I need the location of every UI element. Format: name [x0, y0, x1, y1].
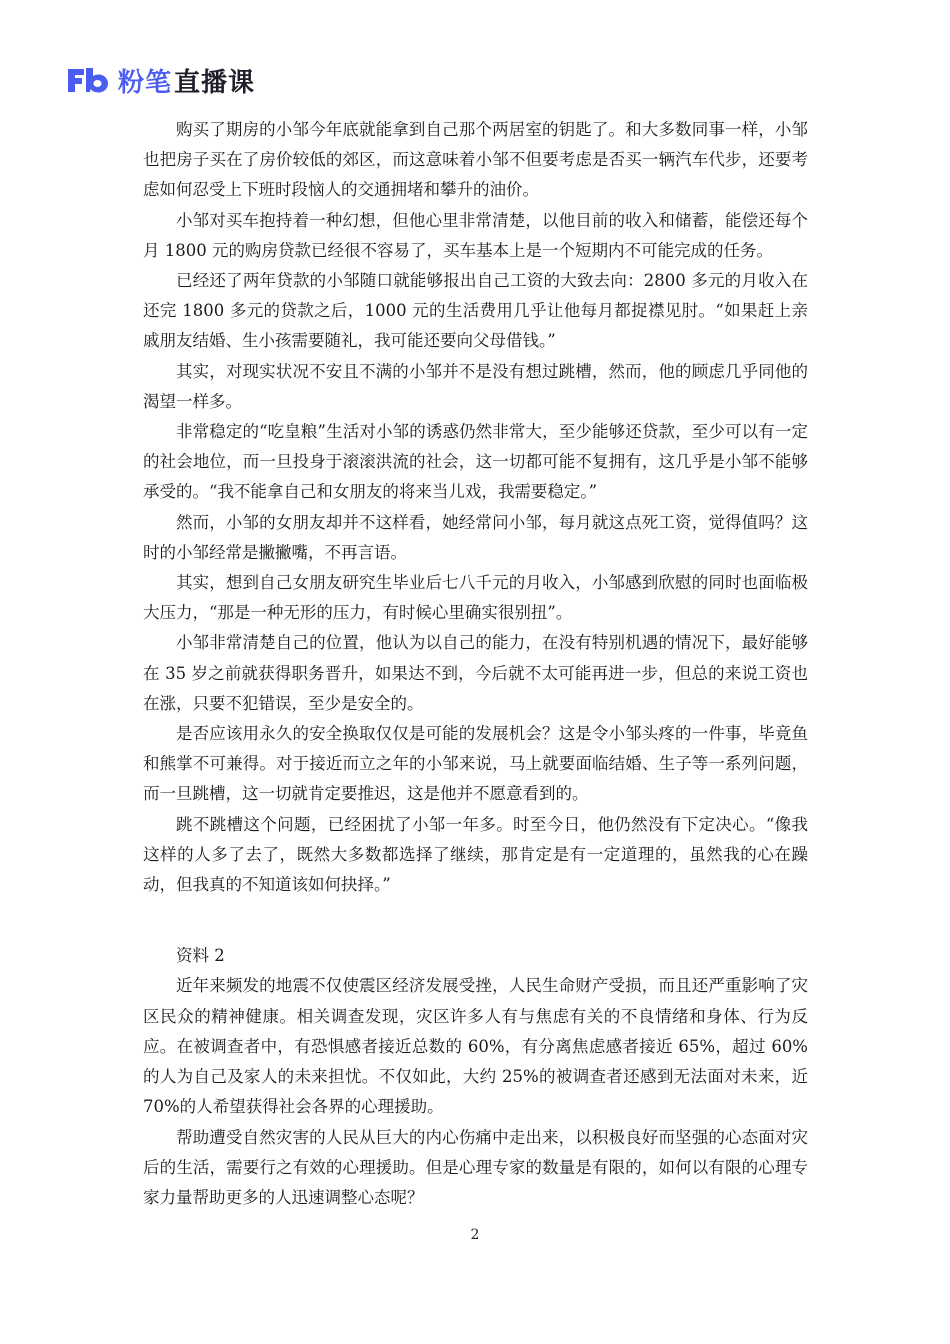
material1-paragraph: 小邹非常清楚自己的位置，他认为以自己的能力，在没有特别机遇的情况下，最好能够在 35 岁之前就获得职务晋升，如果达不到，今后就不太可能再进一步，但总的来说工资也在涨，只要不犯错误，至少是安全的。 [143, 633, 808, 713]
material2-paragraph: 近年来频发的地震不仅使震区经济发展受挫，人民生命财产受损，而且还严重影响了灾区民众的精神健康。相关调查发现，灾区许多人有与焦虑有关的不良情绪和身体、行为反应。在被调查者中，有恐惧感者接近总数的 60%，有分离焦虑感者接近 65%，超过 60%的人为自己及家人的未来担忧。不仅如此，大约 25%的被调查者还感到无法面对未来，近 70%的人希望获得社会各界的心理援助。 [143, 976, 808, 1117]
fb-logo-icon [66, 66, 110, 94]
material1-paragraph: 其实，对现实状况不安且不满的小邹并不是没有想过跳槽，然而，他的顾虑几乎同他的渴望一样多。 [143, 361, 808, 411]
page-header [66, 60, 255, 100]
page-number: 2 [470, 1227, 480, 1243]
material1-paragraph: 其实，想到自己女朋友研究生毕业后七八千元的月收入，小邹感到欣慰的同时也面临极大压力，“那是一种无形的压力，有时候心里确实很别扭”。 [143, 573, 808, 623]
material1-paragraph: 跳不跳槽这个问题，已经困扰了小邹一年多。时至今日，他仍然没有下定决心。“像我这样的人多了去了，既然大多数都选择了继续，那肯定是有一定道理的，虽然我的心在躁动，但我真的不知道该如何抉择。” [143, 814, 808, 895]
material1-paragraph: 非常稳定的“吃皇粮”生活对小邹的诱惑仍然非常大，至少能够还贷款，至少可以有一定的社会地位，而一旦投身于滚滚洪流的社会，这一切都可能不复拥有，这几乎是小邹不能够承受的。“我不能拿自己和女朋友的将来当儿戏，我需要稳定。” [143, 422, 808, 502]
brand-logo-text [118, 62, 255, 99]
document-body [143, 115, 808, 1213]
material2-paragraph: 帮助遭受自然灾害的人民从巨大的内心伤痛中走出来，以积极良好而坚强的心态面对灾后的生活，需要行之有效的心理援助。但是心理专家的数量是有限的，如何以有限的心理专家力量帮助更多的人迅速调整心态呢？ [143, 1127, 808, 1207]
material1-paragraph: 是否应该用永久的安全换取仅仅是可能的发展机会？这是令小邹头疼的一件事，毕竟鱼和熊掌不可兼得。对于接近而立之年的小邹来说，马上就要面临结婚、生子等一系列问题，而一旦跳槽，这一切就肯定要推迟，这是他并不愿意看到的。 [143, 724, 808, 804]
material1-paragraph: 然而，小邹的女朋友却并不这样看，她经常问小邹，每月就这点死工资，觉得值吗？这时的小邹经常是撇撇嘴，不再言语。 [143, 512, 808, 562]
material1-paragraph: 购买了期房的小邹今年底就能拿到自己那个两居室的钥匙了。和大多数同事一样，小邹也把房子买在了房价较低的郊区，而这意味着小邹不但要考虑是否买一辆汽车代步，还要考虑如何忍受上下班时段恼人的交通拥堵和攀升的油价。 [143, 120, 808, 200]
material2-label: 资料 2 [176, 946, 225, 966]
material1-paragraph: 已经还了两年贷款的小邹随口就能够报出自己工资的大致去向：2800 多元的月收入在还完 1800 多元的贷款之后，1000 元的生活费用几乎让他每月都捉襟见肘。“如果赶上亲戚朋友结婚、生小孩需要随礼，我可能还要向父母借钱。” [143, 271, 808, 351]
brand-name: 粉笔 [118, 67, 173, 98]
brand-course: 直播课 [174, 67, 256, 98]
material1-paragraph: 小邹对买车抱持着一种幻想，但他心里非常清楚，以他目前的收入和储蓄，能偿还每个月 1800 元的购房贷款已经很不容易了，买车基本上是一个短期内不可能完成的任务。 [143, 210, 808, 260]
